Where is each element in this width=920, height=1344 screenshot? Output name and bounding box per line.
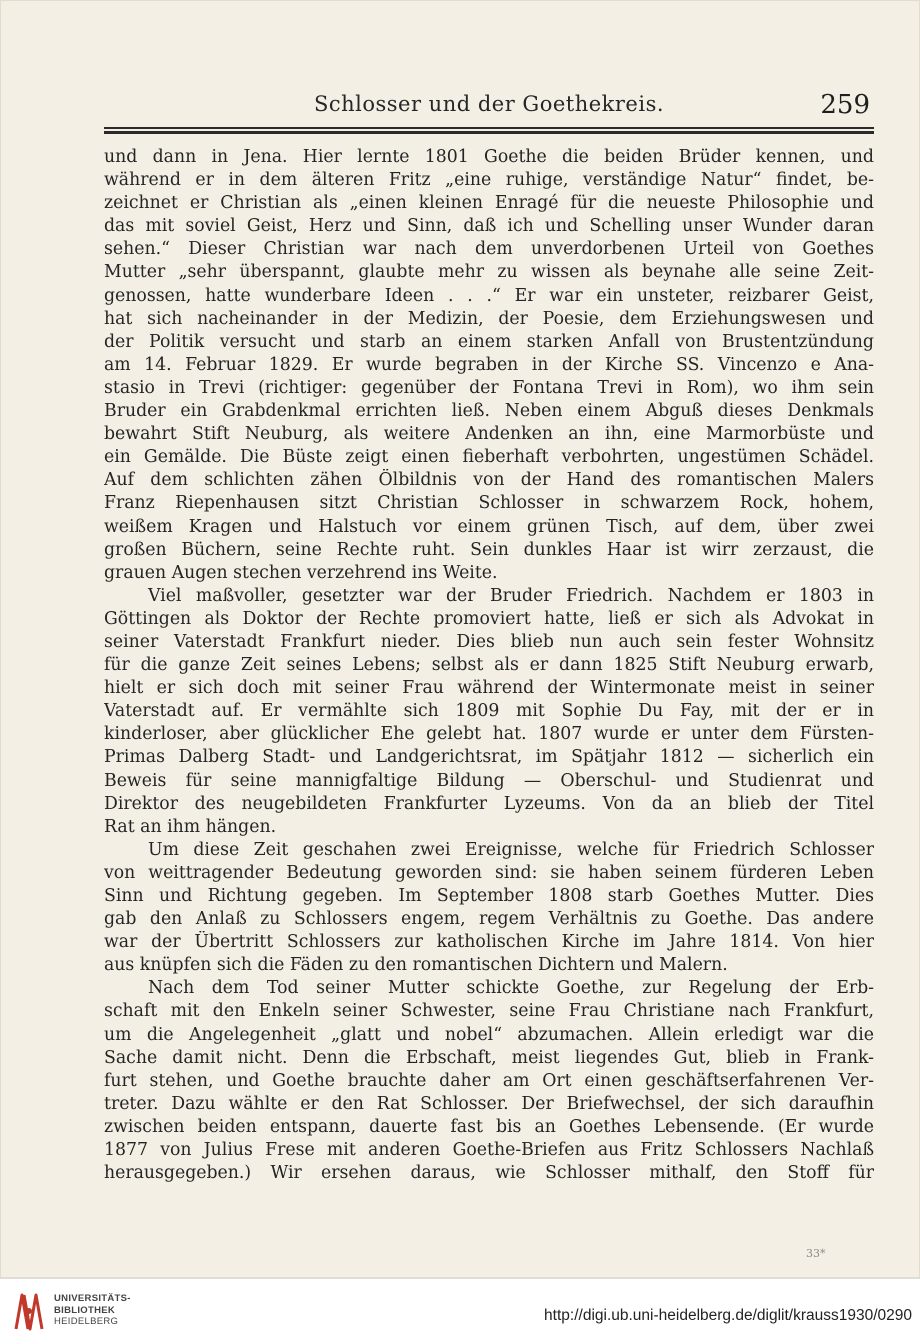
text-line: aus knüpfen sich die Fäden zu den romantischen Dichtern und Malern.	[104, 955, 728, 976]
text-line: am 14. Februar 1829. Er wurde begraben in der Kirche SS. Vincenzo e Ana-	[104, 354, 874, 375]
text-line: weißem Kragen und Halstuch vor einem grünen Tisch, auf dem, über zwei	[104, 516, 874, 537]
text-line: Primas Dalberg Stadt- und Landgerichtsrat, im Spätjahr 1812 — sicherlich ein	[104, 747, 874, 768]
library-name	[54, 1293, 131, 1328]
text-line: Vaterstadt auf. Er vermählte sich 1809 mit Sophie Du Fay, mit der er in	[104, 701, 874, 722]
text-line: Nach dem Tod seiner Mutter schickte Goethe, zur Regelung der Erb-	[148, 978, 874, 999]
text-line: 1877 von Julius Frese mit anderen Goethe-Briefen aus Fritz Schlossers Nachlaß	[104, 1140, 874, 1161]
running-header	[104, 92, 874, 128]
text-line: hielt er sich doch mit seiner Frau während der Wintermonate meist in seiner	[104, 678, 874, 699]
text-line: Rat an ihm hängen.	[104, 816, 277, 837]
text-line: furt stehen, und Goethe brauchte daher am Ort einen geschäftserfahrenen Ver-	[104, 1070, 874, 1091]
text-line: Direktor des neugebildeten Frankfurter Lyzeums. Von da an blieb der Titel	[104, 793, 874, 814]
text-line: genossen, hatte wunderbare Ideen . . .“ Er war ein unsteter, reizbarer Geist,	[104, 285, 874, 306]
library-name-line: UNIVERSITÄTS-	[54, 1293, 131, 1304]
text-line: Viel maßvoller, gesetzter war der Bruder Friedrich. Nachdem er 1803 in	[148, 585, 874, 606]
text-line: ein Gemälde. Die Büste zeigt einen fieberhaft verbohrten, ungestümen Schädel.	[104, 447, 874, 468]
header-rule-thick	[104, 131, 874, 134]
text-line: kinderloser, aber glücklicher Ehe gelebt hat. 1807 wurde er unter dem Fürsten-	[104, 724, 874, 745]
running-title: Schlosser und der Goethekreis.	[313, 92, 665, 116]
text-line: seiner Vaterstadt Frankfurt nieder. Dies blieb nun auch sein fester Wohnsitz	[104, 631, 874, 652]
header-rule-thin	[104, 127, 874, 129]
text-line: für die ganze Zeit seines Lebens; selbst als er dann 1825 Stift Neuburg erwarb,	[104, 655, 874, 676]
text-line: Auf dem schlichten zähen Ölbildnis von der Hand des romantischen Malers	[104, 470, 874, 491]
text-line: Bruder ein Grabdenkmal errichten ließ. Neben einem Abguß dieses Denkmals	[104, 401, 874, 422]
text-line: Göttingen als Doktor der Rechte promoviert hatte, ließ er sich als Advokat in	[104, 608, 874, 629]
text-line: stasio in Trevi (richtiger: gegenüber der Fontana Trevi in Rom), wo ihm sein	[104, 377, 874, 398]
text-line: um die Angelegenheit „glatt und nobel“ abzumachen. Allein erledigt war die	[104, 1024, 874, 1045]
signature-mark: 33*	[806, 1247, 826, 1260]
page-number: 259	[820, 90, 870, 120]
text-line: Beweis für seine mannigfaltige Bildung — Oberschul- und Studienrat und	[104, 770, 874, 791]
text-line: treter. Dazu wählte er den Rat Schlosser. Der Briefwechsel, der sich daraufhin	[104, 1093, 874, 1114]
source-url-link[interactable]: http://digi.ub.uni-heidelberg.de/diglit/krauss1930/0290	[544, 1307, 912, 1324]
text-line: das mit soviel Geist, Herz und Sinn, daß ich und Schelling unser Wunder daran	[104, 216, 874, 237]
library-name-line: HEIDELBERG	[54, 1316, 119, 1327]
text-line: sehen.“ Dieser Christian war nach dem unverdorbenen Urteil von Goethes	[104, 239, 874, 260]
text-line: Sinn und Richtung gegeben. Im September 1808 starb Goethes Mutter. Dies	[104, 886, 874, 906]
text-line: Mutter „sehr überspannt, glaubte mehr zu wissen als beynahe alle seine Zeit-	[104, 262, 874, 283]
text-line: grauen Augen stechen verzehrend ins Weite.	[104, 562, 498, 583]
text-line: zeichnet er Christian als „einen kleinen Enragé für die neueste Philosophie und	[104, 193, 874, 214]
text-line: herausgegeben.) Wir ersehen daraus, wie Schlosser mithalf, den Stoff für	[104, 1163, 874, 1184]
text-line: Um diese Zeit geschahen zwei Ereignisse, welche für Friedrich Schlosser	[148, 839, 874, 860]
text-line: großen Büchern, seine Rechte ruht. Sein dunkles Haar ist wirr zerzaust, die	[104, 539, 874, 560]
text-line: war der Übertritt Schlossers zur katholischen Kirche im Jahre 1814. Von hier	[104, 932, 874, 953]
footer-bar	[0, 1278, 920, 1344]
text-line: Franz Riepenhausen sitzt Christian Schlosser in schwarzem Rock, hohem,	[104, 493, 874, 514]
text-line: zwischen beiden entspann, dauerte fast bis an Goethes Lebensende. (Er wurde	[104, 1116, 874, 1137]
text-line: und dann in Jena. Hier lernte 1801 Goethe die beiden Brüder kennen, und	[104, 147, 874, 167]
text-line: hat sich nacheinander in der Medizin, der Poesie, dem Erziehungswesen und	[104, 308, 874, 329]
university-library-logo-icon	[10, 1289, 48, 1333]
text-line: schaft mit den Enkeln seiner Schwester, seine Frau Christiane nach Frankfurt,	[104, 1001, 874, 1022]
text-line: während er in dem älteren Fritz „eine ruhige, verständige Natur“ findet, be-	[104, 170, 874, 191]
body-text	[104, 146, 874, 1185]
text-line: Sache damit nicht. Denn die Erbschaft, meist liegendes Gut, blieb in Frank-	[104, 1047, 874, 1068]
text-line: der Politik versucht und starb an einem starken Anfall von Brustentzündung	[104, 331, 874, 352]
text-line: von weittragender Bedeutung geworden sind: sie haben seinem fürderen Leben	[104, 862, 874, 883]
text-line: gab den Anlaß zu Schlossers engem, regem Verhältnis zu Goethe. Das andere	[104, 909, 874, 930]
library-name-line: BIBLIOTHEK	[54, 1304, 116, 1316]
text-line: bewahrt Stift Neuburg, als weitere Andenken an ihn, eine Marmorbüste und	[104, 424, 874, 445]
